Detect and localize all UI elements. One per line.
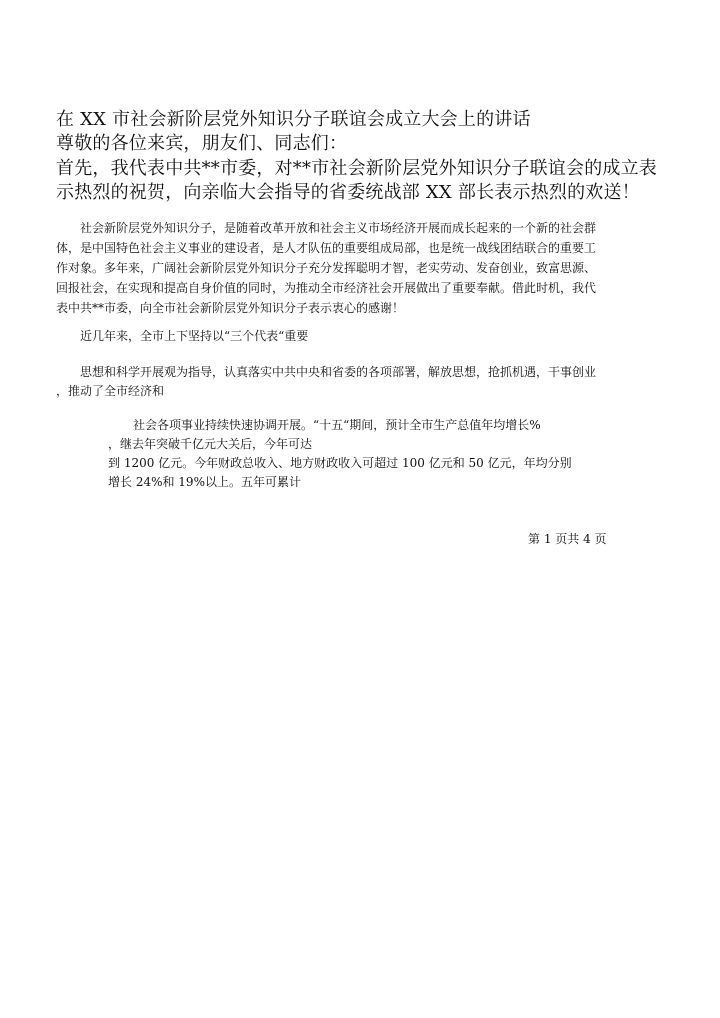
paragraph-1-line-3: 作对象。多年来，广阔社会新阶层党外知识分子充分发挥聪明才智，老实劳动、发奋创业，致富思源、 xyxy=(56,261,597,275)
paragraph-4-line-1: 社会各项事业持续快速协调开展。“十五“期间，预计全市生产总值年均增长% xyxy=(133,418,541,432)
paragraph-3-line-1: 思想和科学开展观为指导，认真落实中共中央和省委的各项部署，解放思想，抢抓机遇，干事创业 xyxy=(80,365,597,379)
paragraph-1-line-1: 社会新阶层党外知识分子，是随着改革开放和社会主义市场经济开展而成长起来的一个新的社会群 xyxy=(80,221,597,235)
paragraph-4-line-4: 增长 24%和 19%以上。五年可累计 xyxy=(108,475,301,489)
salutation: 尊敬的各位来宾，朋友们、同志们： xyxy=(56,133,348,154)
paragraph-2: 近几年来，全市上下坚持以“三个代表“重要 xyxy=(80,329,309,343)
paragraph-4-line-2: ，继去年突破千亿元大关后，今年可达 xyxy=(108,437,313,451)
opening-line-1: 首先，我代表中共**市委，对**市社会新阶层党外知识分子联谊会的成立表 xyxy=(56,158,657,179)
opening-line-2: 示热烈的祝贺，向亲临大会指导的省委统战部 XX 部长表示热烈的欢送！ xyxy=(56,182,640,203)
paragraph-1-line-5: 表中共**市委，向全市社会新阶层党外知识分子表示衷心的感谢！ xyxy=(56,301,405,315)
paragraph-1-line-4: 回报社会，在实现和提高自身价值的同时，为推动全市经济社会开展做出了重要奉献。借此时机，我代 xyxy=(56,281,597,295)
speech-title: 在 XX 市社会新阶层党外知识分子联谊会成立大会上的讲话 xyxy=(56,109,531,130)
page-number: 第 1 页共 4 页 xyxy=(528,532,607,546)
paragraph-4-line-3: 到 1200 亿元。今年财政总收入、地方财政收入可超过 100 亿元和 50 亿元，年均分别 xyxy=(108,456,572,470)
paragraph-1-line-2: 体，是中国特色社会主义事业的建设者，是人才队伍的重要组成局部，也是统一战线团结联合的重要工 xyxy=(56,241,597,255)
paragraph-3-line-2: ，推动了全市经济和 xyxy=(56,384,165,398)
